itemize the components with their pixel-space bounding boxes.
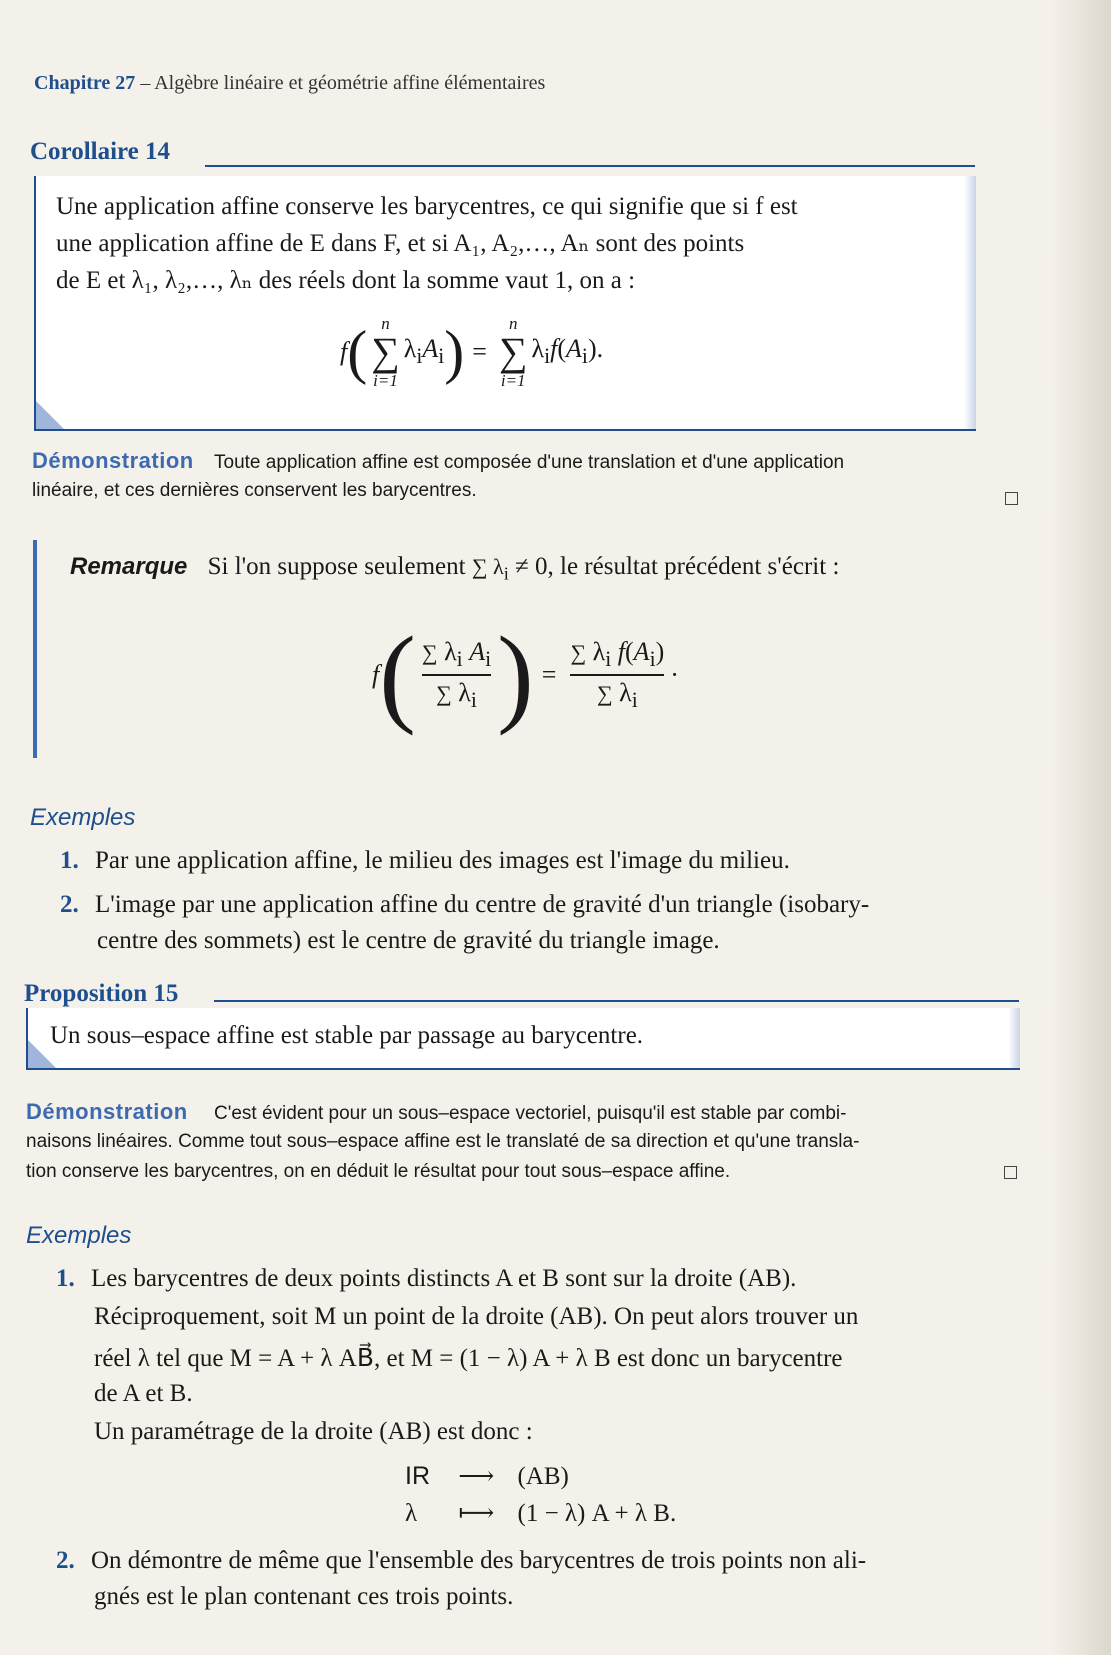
examples2-item-1: 1. Les barycentres de deux points distincts A et B sont sur la droite (AB).	[56, 1265, 797, 1292]
examples1-item-2: 2. L'image par une application affine du centre de gravité d'un triangle (isobary-	[60, 891, 870, 918]
qed-square	[1004, 1166, 1017, 1179]
param-row-1: IR ⟶ (AB)	[405, 1462, 569, 1490]
demo2	[26, 1097, 846, 1129]
box-corner	[36, 401, 64, 429]
examples2-item-2-cont: gnés est le plan contenant ces trois points.	[94, 1583, 514, 1610]
examples1-item-2-cont: centre des sommets) est le centre de gravité du triangle image.	[97, 927, 720, 954]
proposition-text: Un sous–espace affine est stable par passage au barycentre.	[50, 1022, 644, 1049]
corollary-line-2: une application affine de E dans F, et si A₁, A₂,…, Aₙ sont des points	[56, 230, 745, 257]
demo2-line-1: C'est évident pour un sous–espace vectoriel, puisqu'il est stable par combi-	[214, 1103, 847, 1124]
examples2-item-2: 2. On démontre de même que l'ensemble des barycentres de trois points non ali-	[56, 1547, 867, 1574]
corollary-rule	[205, 165, 975, 167]
demo1	[32, 446, 844, 478]
examples2-item-1-line-4: de A et B.	[94, 1380, 193, 1407]
running-header	[34, 72, 545, 95]
chapter-label: Chapitre 27	[34, 72, 136, 94]
corollary-line-1: Une application affine conserve les barycentres, ce qui signifie que si f est	[56, 193, 798, 220]
examples2-head: Exemples	[26, 1222, 132, 1249]
remark-text-after: ≠ 0, le résultat précédent s'écrit :	[515, 553, 840, 580]
page-gutter-shadow	[1051, 0, 1111, 1655]
remark-line: Remarque Si l'on suppose seulement ∑ $\lambda_i \ne 0$, le résultat précédent s'écrit :	[70, 553, 840, 584]
examples2-item-1-line-5: Un paramétrage de la droite (AB) est donc :	[94, 1418, 533, 1445]
corollary-line-3: de E et λ₁, λ₂,…, λₙ des réels dont la somme vaut 1, on a :	[56, 267, 636, 294]
proposition-rule	[214, 1000, 1019, 1002]
proposition-title: Proposition 15	[24, 980, 179, 1007]
demo1-line-2: linéaire, et ces dernières conservent les barycentres.	[32, 480, 477, 501]
demo2-line-3: tion conserve les barycentres, on en déduit le résultat pour tout sous–espace affine.	[26, 1161, 731, 1182]
corollary-title: Corollaire 14	[30, 138, 171, 165]
examples2-item-1-line-2: Réciproquement, soit M un point de la droite (AB). On peut alors trouver un	[94, 1303, 859, 1330]
remark-formula: f ( $\frac{\sum \lambda_i A_i}{\sum \lambda_i}$ ) = $\frac{\sum \lambda_i f(A_i)}{\sum \lambda_i}$ ·	[372, 614, 679, 736]
qed-square	[1005, 492, 1018, 505]
examples1-head: Exemples	[30, 804, 136, 831]
demo1-line-1: Toute application affine est composée d'une translation et d'une application	[214, 452, 845, 473]
param-row-2: λ ⟼ (1 − λ) A + λ B.	[405, 1500, 677, 1527]
demo2-head: Démonstration	[26, 1099, 188, 1124]
remark-head: Remarque	[70, 553, 188, 580]
demo2-line-2: naisons linéaires. Comme tout sous–espace affine est le translaté de sa direction et qu'une transla-	[26, 1131, 860, 1152]
remark-bar	[33, 540, 37, 758]
demo1-head: Démonstration	[32, 448, 194, 473]
chapter-title: – Algèbre linéaire et géométrie affine élémentaires	[135, 72, 546, 94]
remark-text-before: Si l'on suppose seulement	[207, 553, 466, 580]
examples1-item-1: 1. Par une application affine, le milieu des images est l'image du milieu.	[60, 847, 790, 874]
examples2-item-1-line-3: réel λ tel que M = A + λ AB⃗, et M = (1 − λ) A + λ B est donc un barycentre	[94, 1345, 843, 1372]
corollary-formula: f ( n ∑ i=1 $\lambda_iA_i$ ) = n ∑ i=1 $\lambda_if(A_i)$.	[340, 314, 604, 390]
